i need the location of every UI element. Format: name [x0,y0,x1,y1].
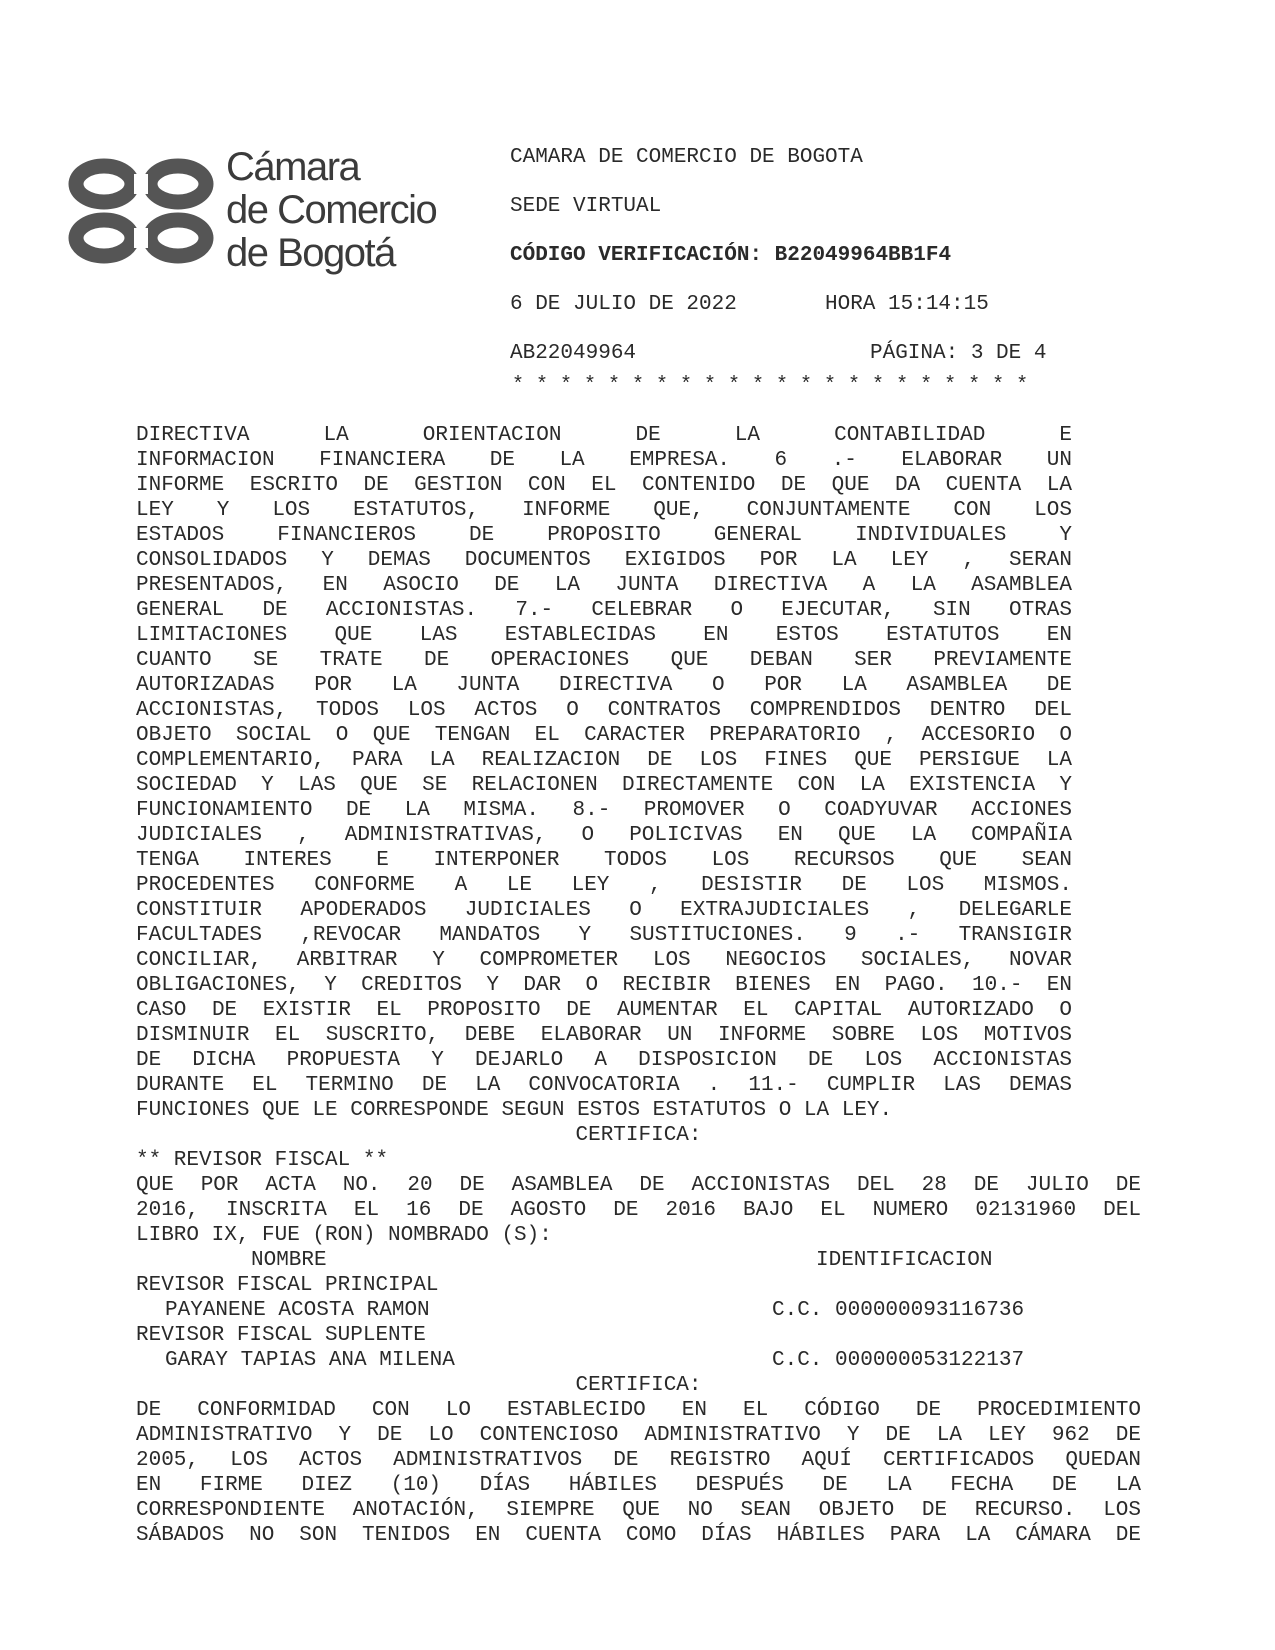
text-line: INFORME ESCRITO DE GESTION CON EL CONTENIDO DE QUE DA CUENTA LA [136,474,1072,497]
text-line: FUNCIONAMIENTO DE LA MISMA. 8.- PROMOVER O COADYUVAR ACCIONES [136,799,1072,822]
text-line: LIBRO IX, FUE (RON) NOMBRADO (S): [136,1224,552,1247]
header-page: PÁGINA: 3 DE 4 [870,342,1047,365]
revisor-fiscal-heading: ** REVISOR FISCAL ** [136,1149,389,1172]
text-line: SÁBADOS NO SON TENIDOS EN CUENTA COMO DÍAS HÁBILES PARA LA CÁMARA DE [136,1524,1141,1547]
header-reference: AB22049964 [510,342,637,365]
logo-line-3: de Bogotá [226,231,395,275]
text-line: 2005, LOS ACTOS ADMINISTRATIVOS DE REGISTRO AQUÍ CERTIFICADOS QUEDAN [136,1449,1141,1472]
logo-line-1: Cámara [226,145,360,189]
column-header-identificacion: IDENTIFICACION [816,1249,993,1272]
header-entity: CAMARA DE COMERCIO DE BOGOTA [510,146,863,169]
text-line: CASO DE EXISTIR EL PROPOSITO DE AUMENTAR EL CAPITAL AUTORIZADO O [136,999,1072,1022]
text-line: PROCEDENTES CONFORME A LE LEY , DESISTIR DE LOS MISMOS. [136,874,1072,897]
appointee-name: GARAY TAPIAS ANA MILENA [165,1349,455,1372]
header-stars-divider: * * * * * * * * * * * * * * * * * * * * * * [512,374,1029,397]
table-row [136,1348,1072,1373]
column-header-nombre: NOMBRE [251,1249,327,1272]
text-line: DISMINUIR EL SUSCRITO, DEBE ELABORAR UN INFORME SOBRE LOS MOTIVOS [136,1024,1072,1047]
header-sede: SEDE VIRTUAL [510,195,662,218]
appointment-paragraph [136,1173,1141,1248]
logo-line-2: de Comercio [226,188,437,232]
table-header-row [136,1248,1072,1273]
text-line: PRESENTADOS, EN ASOCIO DE LA JUNTA DIRECTIVA A LA ASAMBLEA [136,574,1072,597]
header-verification-code: CÓDIGO VERIFICACIÓN: B22049964BB1F4 [510,244,952,267]
appointee-role: REVISOR FISCAL SUPLENTE [136,1324,426,1347]
certificate-body [136,423,1141,1548]
certifica-heading: CERTIFICA: [575,1124,702,1147]
table-row-role [136,1323,1072,1348]
firmness-paragraph [136,1398,1141,1548]
header-date: 6 DE JULIO DE 2022 [510,293,737,316]
text-line: DURANTE EL TERMINO DE LA CONVOCATORIA . 11.- CUMPLIR LAS DEMAS [136,1074,1072,1097]
text-line: GENERAL DE ACCIONISTAS. 7.- CELEBRAR O EJECUTAR, SIN OTRAS [136,599,1072,622]
appointee-id: C.C. 000000053122137 [772,1349,1025,1372]
text-line: DIRECTIVA LA ORIENTACION DE LA CONTABILIDAD E [136,424,1072,447]
appointee-id: C.C. 000000093116736 [772,1299,1025,1322]
chamber-logo-icon [66,154,226,272]
text-line: FACULTADES ,REVOCAR MANDATOS Y SUSTITUCIONES. 9 .- TRANSIGIR [136,924,1072,947]
text-line: LIMITACIONES QUE LAS ESTABLECIDAS EN ESTOS ESTATUTOS EN [136,624,1072,647]
text-line: FUNCIONES QUE LE CORRESPONDE SEGUN ESTOS ESTATUTOS O LA LEY. [136,1099,893,1122]
text-line: QUE POR ACTA NO. 20 DE ASAMBLEA DE ACCIONISTAS DEL 28 DE JULIO DE [136,1174,1141,1197]
text-line: INFORMACION FINANCIERA DE LA EMPRESA. 6 .- ELABORAR UN [136,449,1072,472]
text-line: AUTORIZADAS POR LA JUNTA DIRECTIVA O POR LA ASAMBLEA DE [136,674,1072,697]
text-line: TENGA INTERES E INTERPONER TODOS LOS RECURSOS QUE SEAN [136,849,1072,872]
text-line: LEY Y LOS ESTATUTOS, INFORME QUE, CONJUNTAMENTE CON LOS [136,499,1072,522]
text-line: ESTADOS FINANCIEROS DE PROPOSITO GENERAL INDIVIDUALES Y [136,524,1072,547]
functions-paragraph [136,423,1072,1123]
chamber-logo [66,146,466,276]
appointees-table [136,1248,1072,1373]
text-line: 2016, INSCRITA EL 16 DE AGOSTO DE 2016 BAJO EL NUMERO 02131960 DEL [136,1199,1141,1222]
text-line: CONSOLIDADOS Y DEMAS DOCUMENTOS EXIGIDOS POR LA LEY , SERAN [136,549,1072,572]
text-line: CONSTITUIR APODERADOS JUDICIALES O EXTRAJUDICIALES , DELEGARLE [136,899,1072,922]
text-line: ACCIONISTAS, TODOS LOS ACTOS O CONTRATOS COMPRENDIDOS DENTRO DEL [136,699,1072,722]
text-line: OBLIGACIONES, Y CREDITOS Y DAR O RECIBIR BIENES EN PAGO. 10.- EN [136,974,1072,997]
text-line: DE DICHA PROPUESTA Y DEJARLO A DISPOSICION DE LOS ACCIONISTAS [136,1049,1072,1072]
text-line: EN FIRME DIEZ (10) DÍAS HÁBILES DESPUÉS DE LA FECHA DE LA [136,1474,1141,1497]
table-row-role [136,1273,1072,1298]
text-line: DE CONFORMIDAD CON LO ESTABLECIDO EN EL CÓDIGO DE PROCEDIMIENTO [136,1399,1141,1422]
table-row [136,1298,1072,1323]
text-line: ADMINISTRATIVO Y DE LO CONTENCIOSO ADMINISTRATIVO Y DE LA LEY 962 DE [136,1424,1141,1447]
text-line: SOCIEDAD Y LAS QUE SE RELACIONEN DIRECTAMENTE CON LA EXISTENCIA Y [136,774,1072,797]
text-line: JUDICIALES , ADMINISTRATIVAS, O POLICIVAS EN QUE LA COMPAÑIA [136,824,1072,847]
certifica-heading: CERTIFICA: [575,1374,702,1397]
appointee-role: REVISOR FISCAL PRINCIPAL [136,1274,439,1297]
header-time: HORA 15:14:15 [825,293,989,316]
text-line: CUANTO SE TRATE DE OPERACIONES QUE DEBAN SER PREVIAMENTE [136,649,1072,672]
text-line: COMPLEMENTARIO, PARA LA REALIZACION DE LOS FINES QUE PERSIGUE LA [136,749,1072,772]
text-line: CONCILIAR, ARBITRAR Y COMPROMETER LOS NEGOCIOS SOCIALES, NOVAR [136,949,1072,972]
appointee-name: PAYANENE ACOSTA RAMON [165,1299,430,1322]
text-line: CORRESPONDIENTE ANOTACIÓN, SIEMPRE QUE NO SEAN OBJETO DE RECURSO. LOS [136,1499,1141,1522]
text-line: OBJETO SOCIAL O QUE TENGAN EL CARACTER PREPARATORIO , ACCESORIO O [136,724,1072,747]
